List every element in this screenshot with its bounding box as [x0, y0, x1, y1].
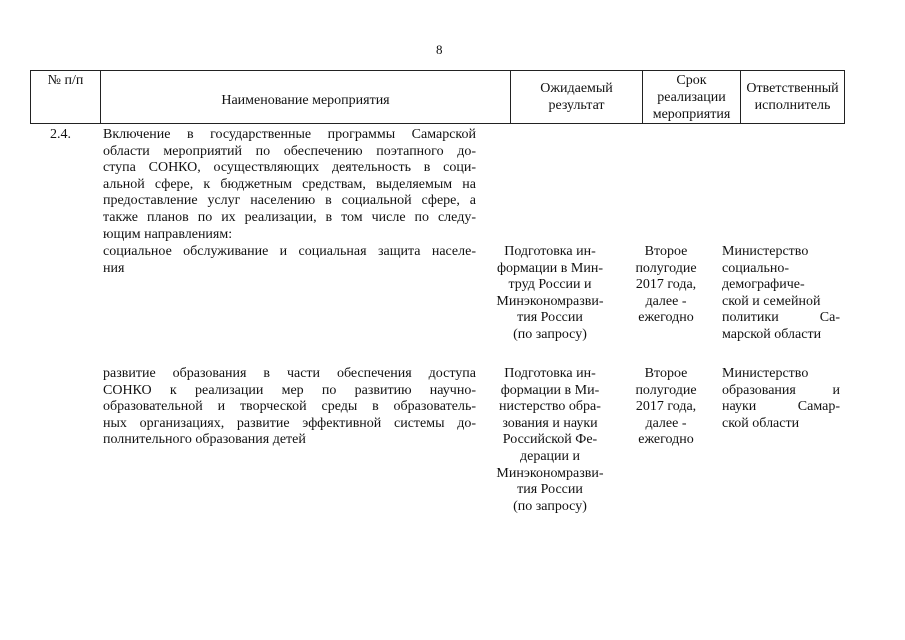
term-line: далее - — [645, 293, 687, 309]
result-line: (по запросу) — [513, 326, 587, 342]
item-executor — [722, 244, 840, 344]
result-line: Минэкономразви- — [496, 293, 604, 309]
desc-line: образовательной и творческой среды в образователь- — [103, 399, 476, 415]
result-line: труд России и — [508, 277, 592, 293]
executor-line: науки Самар- — [722, 399, 840, 415]
term-line: 2017 года, — [635, 277, 697, 293]
intro-line: ющим направлениям: — [103, 226, 233, 242]
result-line: Подготовка ин- — [504, 366, 596, 381]
term-line: 2017 года, — [635, 399, 697, 415]
intro-line: Включение в государственные программы Самарской — [103, 127, 476, 142]
desc-line: социальное обслуживание и социальная защита населе- — [103, 244, 476, 259]
result-line: тия России — [517, 482, 583, 498]
executor-line: Министерство — [722, 244, 809, 259]
result-line: тия России — [517, 310, 583, 326]
desc-line: полнительного образования детей — [103, 432, 306, 448]
term-line: Второе — [644, 366, 688, 381]
desc-line: ния — [103, 260, 125, 276]
result-line: формации в Ми- — [500, 382, 600, 398]
executor-line: ской и семейной — [722, 293, 821, 309]
intro-line: предоставление услуг населению в социальной сфере, а — [103, 193, 476, 209]
item-term — [620, 366, 712, 449]
result-line: зования и науки — [502, 415, 598, 431]
result-line: Подготовка ин- — [504, 244, 596, 259]
result-line: (по запросу) — [513, 498, 587, 514]
result-line: дерации и — [519, 448, 581, 464]
executor-line: образования и — [722, 382, 840, 398]
desc-line: развитие образования в части обеспечения доступа — [103, 366, 476, 381]
term-line: ежегодно — [638, 432, 694, 448]
term-line: полугодие — [635, 382, 697, 398]
row-intro-text — [103, 127, 476, 243]
header-num: № п/п — [31, 71, 101, 124]
header-term: Срок реализации мероприятия — [643, 71, 741, 124]
executor-line: ской области — [722, 415, 800, 431]
term-line: далее - — [645, 415, 687, 431]
result-line: Российской Фе- — [502, 432, 598, 448]
item-term — [620, 244, 712, 327]
intro-line: ступа СОНКО, осуществляющих деятельность в соци- — [103, 160, 476, 176]
intro-line: также планов по их реализации, в том числе по следу- — [103, 209, 476, 225]
executor-line: марской области — [722, 326, 822, 342]
result-line: Минэкономразви- — [496, 465, 604, 481]
executor-line: социально- — [722, 260, 790, 276]
header-executor: Ответственный исполнитель — [741, 71, 845, 124]
intro-line: области мероприятий по обеспечению поэтапного до- — [103, 143, 476, 159]
page-number: 8 — [436, 42, 443, 57]
row-number: 2.4. — [50, 127, 71, 142]
term-line: полугодие — [635, 260, 697, 276]
item-description — [103, 244, 476, 277]
table-header — [30, 70, 845, 124]
item-description — [103, 366, 476, 449]
header-result: Ожидаемый результат — [511, 71, 643, 124]
item-expected-result — [486, 366, 614, 515]
executor-line: демографиче- — [722, 277, 805, 293]
term-line: ежегодно — [638, 310, 694, 326]
item-executor — [722, 366, 840, 432]
desc-line: ных организациях, развитие эффективной системы до- — [103, 415, 476, 431]
item-expected-result — [486, 244, 614, 344]
desc-line: СОНКО к реализации мер по развитию научно- — [103, 382, 476, 398]
term-line: Второе — [644, 244, 688, 259]
executor-line: Министерство — [722, 366, 809, 381]
intro-line: альной сфере, к бюджетным средствам, выделяемым на — [103, 176, 476, 192]
executor-line: политики Са- — [722, 310, 840, 326]
result-line: формации в Мин- — [496, 260, 604, 276]
result-line: нистерство обра- — [499, 399, 601, 415]
header-name: Наименование мероприятия — [101, 71, 511, 124]
